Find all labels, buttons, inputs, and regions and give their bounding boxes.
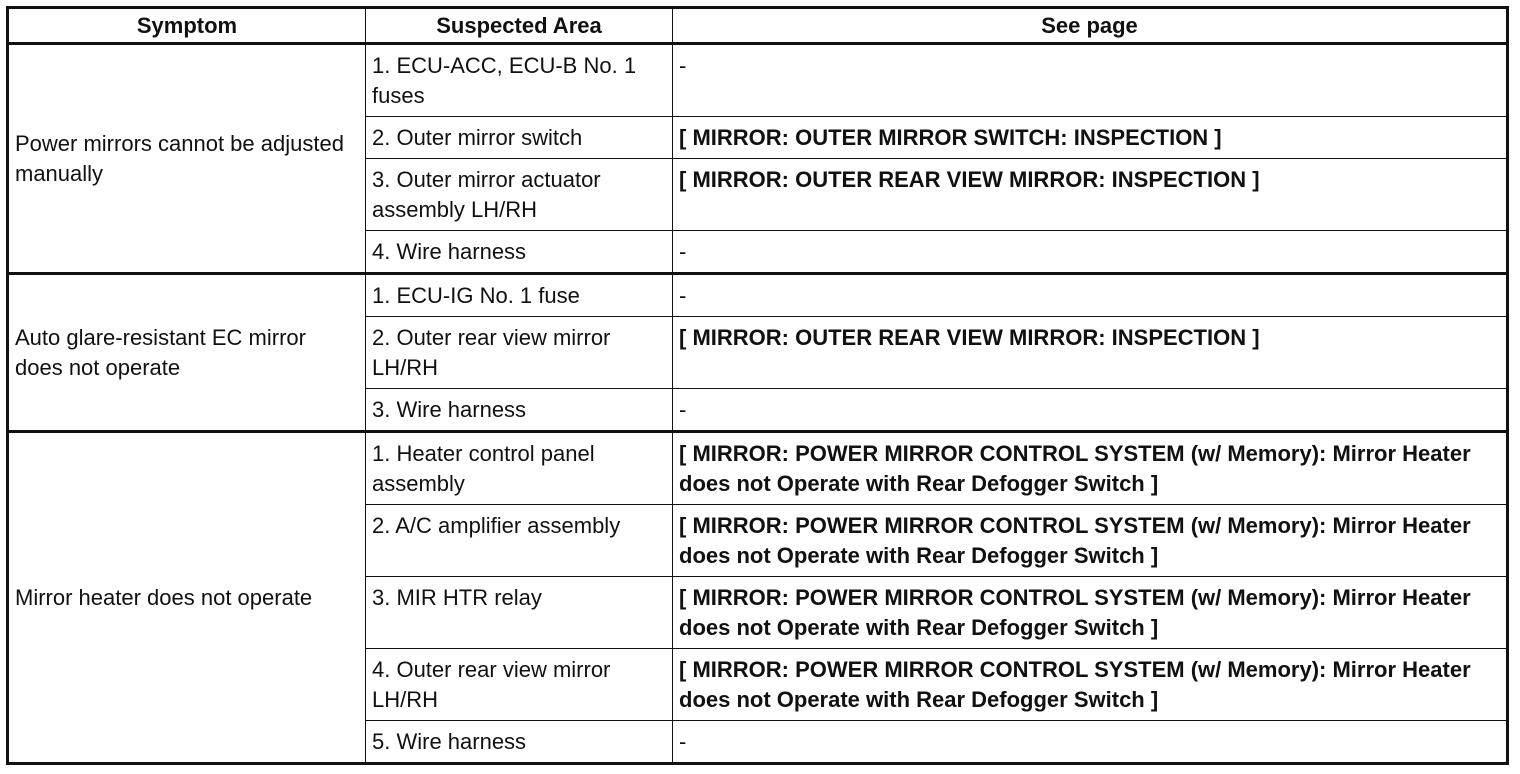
- suspected-area-cell: 1. ECU-IG No. 1 fuse: [366, 274, 673, 317]
- suspected-area-cell: 1. ECU-ACC, ECU-B No. 1 fuses: [366, 44, 673, 117]
- table-body: [8, 44, 1508, 764]
- see-page-cell: -: [673, 721, 1508, 764]
- suspected-area-cell: 3. Outer mirror actuator assembly LH/RH: [366, 159, 673, 231]
- header-suspected-area: Suspected Area: [366, 8, 673, 44]
- see-page-cell: -: [673, 44, 1508, 117]
- see-page-link[interactable]: [ MIRROR: OUTER MIRROR SWITCH: INSPECTION ]: [673, 117, 1508, 159]
- see-page-cell: -: [673, 389, 1508, 432]
- symptom-cell: Auto glare-resistant EC mirror does not operate: [8, 274, 366, 432]
- suspected-area-cell: 5. Wire harness: [366, 721, 673, 764]
- header-symptom: Symptom: [8, 8, 366, 44]
- suspected-area-cell: 2. A/C amplifier assembly: [366, 505, 673, 577]
- problem-symptoms-table: [6, 6, 1509, 765]
- table-header: [8, 8, 1508, 44]
- suspected-area-cell: 4. Wire harness: [366, 231, 673, 274]
- suspected-area-cell: 1. Heater control panel assembly: [366, 432, 673, 505]
- suspected-area-cell: 3. MIR HTR relay: [366, 577, 673, 649]
- table-row: [8, 44, 1508, 117]
- suspected-area-cell: 2. Outer mirror switch: [366, 117, 673, 159]
- see-page-cell: -: [673, 231, 1508, 274]
- see-page-link[interactable]: [ MIRROR: POWER MIRROR CONTROL SYSTEM (w/ Memory): Mirror Heater does not Operate with Rear Defogger Switch ]: [673, 649, 1508, 721]
- table-row: [8, 432, 1508, 505]
- header-see-page: See page: [673, 8, 1508, 44]
- header-row: [8, 8, 1508, 44]
- see-page-link[interactable]: [ MIRROR: OUTER REAR VIEW MIRROR: INSPECTION ]: [673, 317, 1508, 389]
- suspected-area-cell: 4. Outer rear view mirror LH/RH: [366, 649, 673, 721]
- table-row: [8, 274, 1508, 317]
- see-page-link[interactable]: [ MIRROR: POWER MIRROR CONTROL SYSTEM (w/ Memory): Mirror Heater does not Operate with Rear Defogger Switch ]: [673, 577, 1508, 649]
- see-page-link[interactable]: [ MIRROR: OUTER REAR VIEW MIRROR: INSPECTION ]: [673, 159, 1508, 231]
- suspected-area-cell: 2. Outer rear view mirror LH/RH: [366, 317, 673, 389]
- see-page-link[interactable]: [ MIRROR: POWER MIRROR CONTROL SYSTEM (w/ Memory): Mirror Heater does not Operate with Rear Defogger Switch ]: [673, 505, 1508, 577]
- symptom-cell: Power mirrors cannot be adjusted manually: [8, 44, 366, 274]
- suspected-area-cell: 3. Wire harness: [366, 389, 673, 432]
- see-page-link[interactable]: [ MIRROR: POWER MIRROR CONTROL SYSTEM (w/ Memory): Mirror Heater does not Operate with Rear Defogger Switch ]: [673, 432, 1508, 505]
- see-page-cell: -: [673, 274, 1508, 317]
- symptom-cell: Mirror heater does not operate: [8, 432, 366, 764]
